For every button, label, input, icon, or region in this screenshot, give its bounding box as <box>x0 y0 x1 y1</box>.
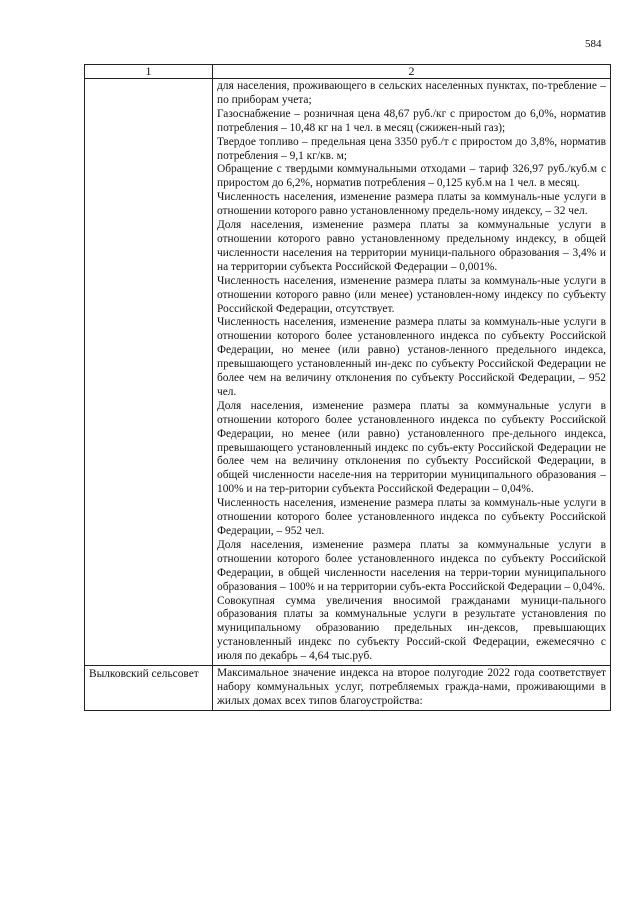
description-cell <box>213 79 611 666</box>
page-number: 584 <box>585 38 602 50</box>
paragraph: Численность населения, изменение размера платы за коммуналь-ные услуги в отношении которого равно установленному предель-ному индексу, – 32 чел. <box>217 191 606 218</box>
district-cell <box>85 666 213 711</box>
paragraph: Численность населения, изменение размера платы за коммуналь-ные услуги в отношении которого более установленного индекса по субъекту Российской Федерации, – 952 чел. <box>217 497 606 537</box>
paragraph: Совокупная сумма увеличения вносимой гражданами муници-пального образования платы за коммунальные услуги в результате установления по муниципальному образованию предельных ин-дексов, превышающих установленный индекс по субъекту Россий-ской Федерации, ежемесячно с июля по декабрь – 4,64 тыс.руб. <box>217 594 606 663</box>
column-header-1: 1 <box>85 65 213 79</box>
description-cell <box>213 666 611 711</box>
table-header-row <box>85 65 611 79</box>
table-row <box>85 666 611 711</box>
paragraph: Доля населения, изменение размера платы за коммунальные услуги в отношении которого более установленного индекса по субъекту Российской Федерации, в общей численности населения на терри-тории муниципального образования – 100% и на территории субъ-екта Российской Федерации – 0,04%. <box>217 538 606 593</box>
table-row <box>85 79 611 666</box>
paragraph: Численность населения, изменение размера платы за коммуналь-ные услуги в отношении которого равно (или менее) установлен-ному индексу по субъекту Российской Федерации, отсутствует. <box>217 274 606 315</box>
paragraph: для населения, проживающего в сельских населенных пунктах, по-требление – по приборам учета; <box>217 80 606 106</box>
paragraph: Численность населения, изменение размера платы за коммуналь-ные услуги в отношении которого более установленного индекса по субъекту Российской Федерации, но менее (или равно) установ-ленного предельного индекса, превышающего установленный ин-декс по субъекту Российской Федерации не более чем на величину отклонения по субъекту Российской Федерации, – 952 чел. <box>217 316 606 398</box>
paragraph: Доля населения, изменение размера платы за коммунальные услуги в отношении которого более установленного индекса по субъекту Российской Федерации, но менее (или равно) установленного пре-дельного индекса, превышающего установленный индекс по субъ-екту Российской Федерации не более чем на величину отклонения по субъекту Российской Федерации, в общей численности населе-ния на территории муниципального образования – 100% и на тер-ритории субъекта Российской Федерации – 0,04%. <box>217 399 606 496</box>
paragraph: Обращение с твердыми коммунальными отходами – тариф 326,97 руб./куб.м с приростом до 6,2%, норматив потребления – 0,125 куб.м на 1 чел. в месяц. <box>217 163 606 190</box>
paragraph: Максимальное значение индекса на второе полугодие 2022 года соответствует набору коммунальных услуг, потребляемых гражда-нами, проживающими в жилых домах всех типов благоустройства: <box>217 667 606 707</box>
district-name: Вылковский сельсовет <box>89 668 199 681</box>
paragraph: Твердое топливо – предельная цена 3350 руб./т с приростом до 3,8%, норматив потребления – 9,1 кг/кв. м; <box>217 135 606 162</box>
paragraph: Газоснабжение – розничная цена 48,67 руб./кг с приростом до 6,0%, норматив потребления – 10,48 кг на 1 чел. в месяц (сжижен-ный газ); <box>217 107 606 134</box>
utility-index-table <box>84 64 611 711</box>
column-header-2: 2 <box>213 65 611 79</box>
paragraph: Доля населения, изменение размера платы за коммунальные услуги в отношении которого равно установленному предельному индексу, в общей численности населения на территории муници-пального образования – 3,4% и на территории субъекта Российской Федерации – 0,001%. <box>217 219 606 273</box>
district-cell-empty <box>85 79 213 666</box>
